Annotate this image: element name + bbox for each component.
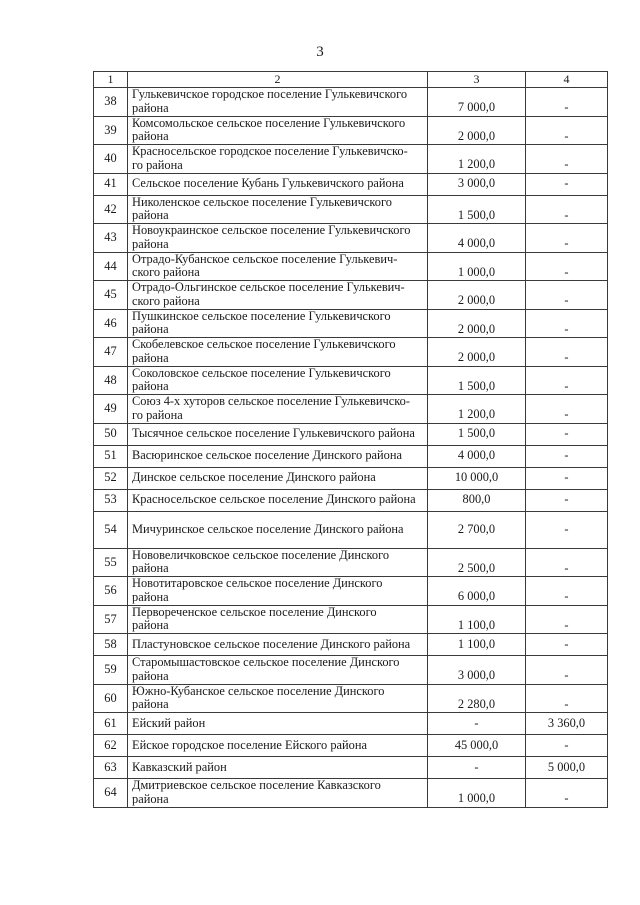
amount-col-3: - bbox=[428, 757, 526, 779]
settlement-name-line: района bbox=[132, 100, 169, 115]
table-row bbox=[94, 467, 608, 489]
table-row bbox=[94, 309, 608, 338]
row-number: 52 bbox=[94, 467, 128, 489]
settlement-name-line: Дмитриевское сельское поселение Кавказского bbox=[132, 778, 381, 793]
settlement-name-line: Гулькевичское городское поселение Гулькевичского bbox=[132, 87, 408, 102]
header-col-2: 2 bbox=[128, 72, 428, 88]
amount-col-4: - bbox=[526, 116, 608, 145]
table-row bbox=[94, 395, 608, 424]
row-number: 57 bbox=[94, 605, 128, 634]
settlement-name bbox=[128, 116, 428, 145]
settlement-name-line: го района bbox=[132, 157, 183, 172]
settlement-name-line: Нововеличковское сельское поселение Динского bbox=[132, 548, 390, 562]
amount-col-3: 4 000,0 bbox=[428, 224, 526, 253]
settlement-name-line: Ейское городское поселение Ейского района bbox=[132, 737, 368, 752]
settlement-name bbox=[128, 366, 428, 395]
row-number: 61 bbox=[94, 713, 128, 735]
amount-col-3: 1 000,0 bbox=[428, 779, 526, 808]
table-row bbox=[94, 489, 608, 511]
amount-col-3: 1 000,0 bbox=[428, 252, 526, 281]
settlement-name-line: Динское сельское поселение Динского района bbox=[132, 470, 376, 485]
settlement-name-line: района bbox=[132, 322, 169, 337]
settlement-name-line: Сельское поселение Кубань Гулькевичского района bbox=[132, 176, 404, 191]
table-row bbox=[94, 511, 608, 548]
table-row bbox=[94, 366, 608, 395]
settlement-name bbox=[128, 605, 428, 634]
amount-col-4: - bbox=[526, 605, 608, 634]
settlement-name-line: района bbox=[132, 791, 169, 806]
amount-col-3: 1 500,0 bbox=[428, 423, 526, 445]
settlement-name bbox=[128, 309, 428, 338]
table-row bbox=[94, 116, 608, 145]
amount-col-3: 6 000,0 bbox=[428, 577, 526, 606]
table-row bbox=[94, 548, 608, 577]
row-number: 63 bbox=[94, 757, 128, 779]
settlement-name bbox=[128, 252, 428, 281]
settlement-name-line: го района bbox=[132, 407, 183, 422]
amount-col-3: 1 500,0 bbox=[428, 195, 526, 224]
settlement-name-line: Николенское сельское поселение Гулькевичского bbox=[132, 195, 392, 209]
amount-col-4: - bbox=[526, 338, 608, 367]
row-number: 44 bbox=[94, 252, 128, 281]
table-row bbox=[94, 577, 608, 606]
settlement-name-line: Тысячное сельское поселение Гулькевичского района bbox=[132, 426, 415, 441]
settlement-name bbox=[128, 173, 428, 195]
settlement-name-line: Новоукраинское сельское поселение Гулькевичского bbox=[132, 223, 411, 238]
settlement-name-line: Мичуринское сельское поселение Динского района bbox=[132, 521, 404, 536]
amount-col-3: 1 100,0 bbox=[428, 605, 526, 634]
settlement-name bbox=[128, 548, 428, 577]
settlement-name-line: Пушкинское сельское поселение Гулькевичского bbox=[132, 309, 391, 323]
table-row bbox=[94, 195, 608, 224]
amount-col-4: - bbox=[526, 511, 608, 548]
row-number: 64 bbox=[94, 779, 128, 808]
settlement-name bbox=[128, 88, 428, 117]
amount-col-3: 1 200,0 bbox=[428, 395, 526, 424]
row-number: 43 bbox=[94, 224, 128, 253]
table-row bbox=[94, 713, 608, 735]
row-number: 47 bbox=[94, 338, 128, 367]
settlement-name bbox=[128, 445, 428, 467]
table-row bbox=[94, 88, 608, 117]
row-number: 60 bbox=[94, 684, 128, 713]
settlement-name bbox=[128, 713, 428, 735]
row-number: 62 bbox=[94, 735, 128, 757]
settlement-name bbox=[128, 145, 428, 174]
row-number: 53 bbox=[94, 489, 128, 511]
header-col-3: 3 bbox=[428, 72, 526, 88]
table-row bbox=[94, 445, 608, 467]
settlement-name bbox=[128, 656, 428, 685]
amount-col-4: - bbox=[526, 489, 608, 511]
settlement-name-line: района bbox=[132, 129, 169, 144]
amount-col-4: - bbox=[526, 445, 608, 467]
amount-col-3: 2 000,0 bbox=[428, 116, 526, 145]
row-number: 55 bbox=[94, 548, 128, 577]
row-number: 48 bbox=[94, 366, 128, 395]
row-number: 38 bbox=[94, 88, 128, 117]
amount-col-3: - bbox=[428, 713, 526, 735]
settlement-name-line: Отрадо-Кубанское сельское поселение Гулькевич- bbox=[132, 252, 398, 266]
amount-col-4: - bbox=[526, 395, 608, 424]
row-number: 46 bbox=[94, 309, 128, 338]
amount-col-4: 3 360,0 bbox=[526, 713, 608, 735]
row-number: 56 bbox=[94, 577, 128, 606]
amount-col-3: 800,0 bbox=[428, 489, 526, 511]
amount-col-3: 2 000,0 bbox=[428, 281, 526, 310]
amount-col-3: 10 000,0 bbox=[428, 467, 526, 489]
table-row bbox=[94, 224, 608, 253]
amount-col-3: 1 200,0 bbox=[428, 145, 526, 174]
settlement-name-line: Кавказский район bbox=[132, 759, 227, 774]
amount-col-3: 2 000,0 bbox=[428, 338, 526, 367]
settlement-name-line: района bbox=[132, 697, 169, 712]
settlement-name-line: Скобелевское сельское поселение Гулькевичского bbox=[132, 337, 396, 352]
amount-col-3: 2 700,0 bbox=[428, 511, 526, 548]
amount-col-4: - bbox=[526, 548, 608, 577]
settlement-name bbox=[128, 511, 428, 548]
amount-col-3: 3 000,0 bbox=[428, 656, 526, 685]
row-number: 41 bbox=[94, 173, 128, 195]
table-row bbox=[94, 252, 608, 281]
settlement-name-line: ского района bbox=[132, 293, 200, 308]
amount-col-3: 3 000,0 bbox=[428, 173, 526, 195]
amount-col-4: - bbox=[526, 735, 608, 757]
amount-col-4: - bbox=[526, 281, 608, 310]
settlement-name-line: района bbox=[132, 589, 169, 604]
table-row bbox=[94, 757, 608, 779]
settlement-name bbox=[128, 757, 428, 779]
row-number: 50 bbox=[94, 423, 128, 445]
amount-col-4: 5 000,0 bbox=[526, 757, 608, 779]
table-row bbox=[94, 145, 608, 174]
settlement-name-line: района bbox=[132, 668, 169, 683]
amount-col-4: - bbox=[526, 195, 608, 224]
header-col-1: 1 bbox=[94, 72, 128, 88]
settlement-name-line: Союз 4-х хуторов сельское поселение Гулькевичско- bbox=[132, 394, 410, 409]
row-number: 58 bbox=[94, 634, 128, 656]
amount-col-4: - bbox=[526, 634, 608, 656]
settlement-name-line: Красносельское сельское поселение Динского района bbox=[132, 492, 416, 507]
table-row bbox=[94, 338, 608, 367]
settlement-name-line: Старомышастовское сельское поселение Динского bbox=[132, 655, 400, 670]
amount-col-4: - bbox=[526, 779, 608, 808]
amount-col-3: 1 100,0 bbox=[428, 634, 526, 656]
row-number: 45 bbox=[94, 281, 128, 310]
row-number: 39 bbox=[94, 116, 128, 145]
row-number: 51 bbox=[94, 445, 128, 467]
settlement-name bbox=[128, 489, 428, 511]
header-col-4: 4 bbox=[526, 72, 608, 88]
amount-col-3: 2 500,0 bbox=[428, 548, 526, 577]
settlement-name-line: Новотитаровское сельское поселение Динского bbox=[132, 576, 383, 591]
settlement-name bbox=[128, 634, 428, 656]
settlement-name bbox=[128, 423, 428, 445]
table-row bbox=[94, 735, 608, 757]
settlement-name bbox=[128, 684, 428, 713]
table-row bbox=[94, 779, 608, 808]
amount-col-4: - bbox=[526, 467, 608, 489]
amount-col-4: - bbox=[526, 577, 608, 606]
amount-col-4: - bbox=[526, 684, 608, 713]
settlement-name bbox=[128, 467, 428, 489]
amount-col-3: 4 000,0 bbox=[428, 445, 526, 467]
settlement-name-line: Ейский район bbox=[132, 715, 206, 730]
settlement-name-line: Васюринское сельское поселение Динского района bbox=[132, 448, 402, 463]
table-header-row bbox=[94, 72, 608, 88]
table-row bbox=[94, 656, 608, 685]
settlement-name-line: района bbox=[132, 561, 169, 576]
settlement-name-line: Соколовское сельское поселение Гулькевичского bbox=[132, 366, 391, 380]
settlement-name-line: Комсомольское сельское поселение Гулькевичского bbox=[132, 116, 406, 130]
settlement-name-line: района bbox=[132, 618, 169, 633]
allocation-table bbox=[93, 71, 608, 808]
amount-col-3: 45 000,0 bbox=[428, 735, 526, 757]
settlement-name bbox=[128, 224, 428, 253]
table-row bbox=[94, 605, 608, 634]
settlement-name bbox=[128, 338, 428, 367]
table-row bbox=[94, 281, 608, 310]
settlement-name-line: Южно-Кубанское сельское поселение Динского bbox=[132, 684, 385, 698]
amount-col-3: 2 280,0 bbox=[428, 684, 526, 713]
amount-col-4: - bbox=[526, 145, 608, 174]
row-number: 59 bbox=[94, 656, 128, 685]
settlement-name-line: Пластуновское сельское поселение Динского района bbox=[132, 636, 411, 651]
amount-col-3: 1 500,0 bbox=[428, 366, 526, 395]
table-row bbox=[94, 173, 608, 195]
settlement-name-line: района bbox=[132, 236, 169, 251]
settlement-name bbox=[128, 735, 428, 757]
amount-col-3: 2 000,0 bbox=[428, 309, 526, 338]
amount-col-4: - bbox=[526, 224, 608, 253]
settlement-name bbox=[128, 395, 428, 424]
settlement-name bbox=[128, 195, 428, 224]
table-row bbox=[94, 423, 608, 445]
amount-col-4: - bbox=[526, 173, 608, 195]
settlement-name-line: Первореченское сельское поселение Динского bbox=[132, 605, 377, 619]
amount-col-4: - bbox=[526, 252, 608, 281]
settlement-name bbox=[128, 779, 428, 808]
settlement-name-line: Красносельское городское поселение Гулькевичско- bbox=[132, 144, 408, 159]
settlement-name bbox=[128, 281, 428, 310]
amount-col-4: - bbox=[526, 656, 608, 685]
amount-col-3: 7 000,0 bbox=[428, 88, 526, 117]
settlement-name-line: ского района bbox=[132, 265, 200, 280]
settlement-name-line: района bbox=[132, 350, 169, 365]
settlement-name-line: Отрадо-Ольгинское сельское поселение Гулькевич- bbox=[132, 280, 405, 295]
table-row bbox=[94, 634, 608, 656]
amount-col-4: - bbox=[526, 88, 608, 117]
page-number: 3 bbox=[316, 44, 324, 60]
table-row bbox=[94, 684, 608, 713]
settlement-name-line: района bbox=[132, 379, 169, 394]
amount-col-4: - bbox=[526, 366, 608, 395]
settlement-name-line: района bbox=[132, 208, 169, 223]
row-number: 40 bbox=[94, 145, 128, 174]
row-number: 42 bbox=[94, 195, 128, 224]
amount-col-4: - bbox=[526, 423, 608, 445]
amount-col-4: - bbox=[526, 309, 608, 338]
row-number: 49 bbox=[94, 395, 128, 424]
row-number: 54 bbox=[94, 511, 128, 548]
settlement-name bbox=[128, 577, 428, 606]
